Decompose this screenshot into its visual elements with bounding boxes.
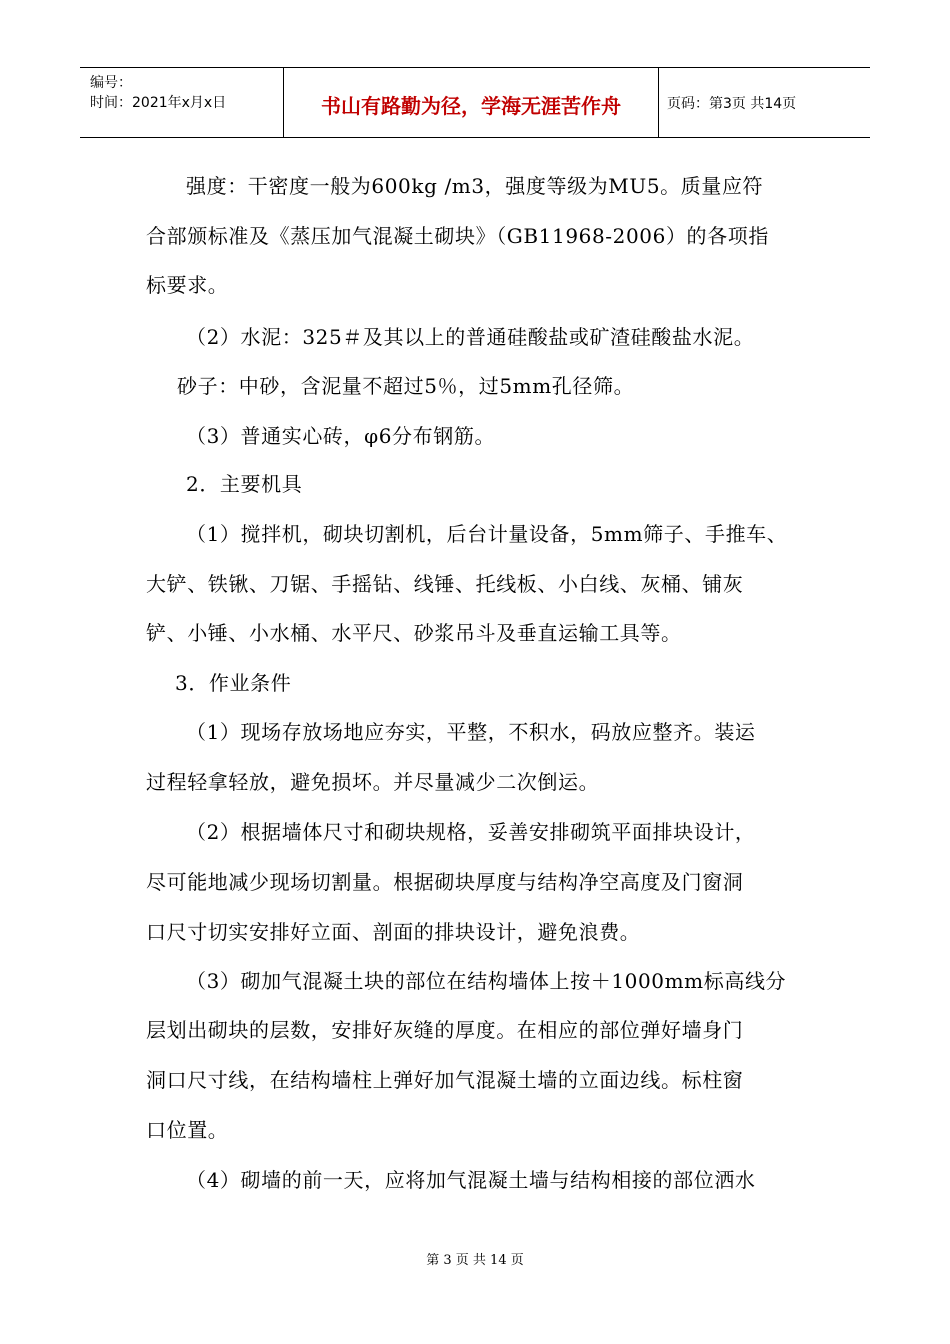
document-time-label: 时间：2021年x月x日 [90, 95, 227, 111]
body-line: （1）现场存放场地应夯实，平整，不积水，码放应整齐。装运 [186, 720, 756, 744]
body-line: （2）水泥：325＃及其以上的普通硅酸盐或矿渣硅酸盐水泥。 [186, 325, 755, 349]
body-line: 洞口尺寸线，在结构墙柱上弹好加气混凝土墙的立面边线。标柱窗 [146, 1068, 744, 1092]
body-line: 强度：干密度一般为600kg /m3，强度等级为MU5。质量应符 [186, 174, 764, 198]
section-heading: 2．主要机具 [186, 472, 303, 496]
body-line: （3）普通实心砖，φ6分布钢筋。 [186, 424, 496, 448]
body-line: （4）砌墙的前一天，应将加气混凝土墙与结构相接的部位洒水 [186, 1168, 756, 1192]
body-line: 尽可能地减少现场切割量。根据砌块厚度与结构净空高度及门窗洞 [146, 870, 744, 894]
header-motto: 书山有路勤为径，学海无涯苦作舟 [321, 94, 621, 118]
body-line: 过程轻拿轻放，避免损坏。并尽量减少二次倒运。 [146, 770, 600, 794]
body-line: 铲、小锤、小水桶、水平尺、砂浆吊斗及垂直运输工具等。 [146, 621, 682, 645]
body-line: 口位置。 [146, 1118, 229, 1142]
header-info-cell [80, 68, 284, 137]
page-header [80, 67, 870, 138]
body-line: 口尺寸切实安排好立面、剖面的排块设计，避免浪费。 [146, 920, 641, 944]
header-page-cell [659, 68, 870, 137]
header-page-indicator: 页码：第3页 共14页 [667, 96, 797, 112]
body-line: 合部颁标准及《蒸压加气混凝土砌块》（GB11968-2006）的各项指 [146, 224, 769, 248]
section-heading: 3．作业条件 [175, 671, 292, 695]
body-line: （1）搅拌机，砌块切割机，后台计量设备，5mm筛子、手推车、 [186, 522, 788, 546]
body-line: （3）砌加气混凝土块的部位在结构墙体上按＋1000mm标高线分 [186, 969, 787, 993]
document-number-label: 编号： [90, 75, 132, 91]
body-line: （2）根据墙体尺寸和砌块规格，妥善安排砌筑平面排块设计， [186, 820, 756, 844]
header-motto-cell [284, 68, 659, 137]
body-line: 大铲、铁锹、刀锯、手摇钻、线锤、托线板、小白线、灰桶、铺灰 [146, 572, 744, 596]
page-footer: 第 3 页 共 14 页 [426, 1253, 524, 1268]
body-line: 标要求。 [146, 273, 229, 297]
body-line: 砂子：中砂，含泥量不超过5％，过5mm孔径筛。 [177, 374, 635, 398]
body-line: 层划出砌块的层数，安排好灰缝的厚度。在相应的部位弹好墙身门 [146, 1018, 744, 1042]
